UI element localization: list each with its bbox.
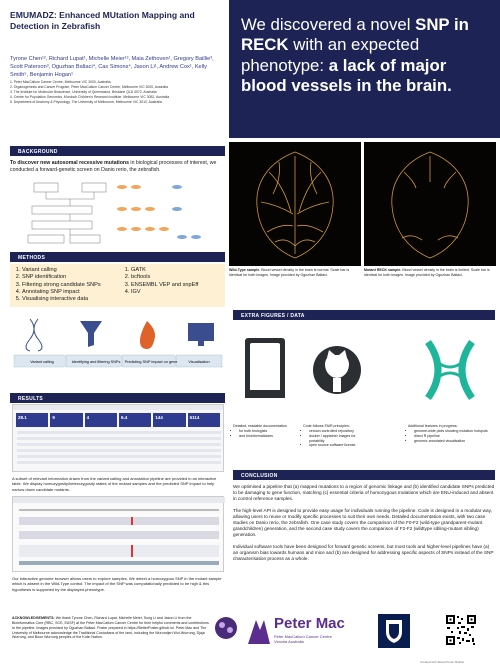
caption-text: Blood vessel density in the brain is normal. Scale bar is identical for both images. Image provided by Oguzhan Baltaci.	[229, 268, 350, 277]
summary-cards	[13, 410, 223, 429]
extra-caption-item: • direct R pipeline	[414, 434, 496, 439]
filter-icon	[80, 321, 102, 347]
hero-text-emphasis: SNP in RECK	[241, 15, 469, 55]
methods-step: 4. Annotating SNP impact	[22, 289, 114, 296]
background-heading: BACKGROUND	[10, 146, 225, 156]
table-rows-graphic	[13, 429, 225, 471]
extra-caption-title: Detailed, readable documentation	[233, 424, 287, 428]
extra-caption-item: • open source software license	[309, 443, 369, 448]
poster-title: EMUMADZ: Enhanced MUtation Mapping and Detection in Zebrafish	[10, 10, 195, 31]
methods-steps-list	[14, 267, 114, 303]
extra-caption-docs	[233, 424, 295, 439]
acknowledgements-text: We thank Tyrone Chen, Richard Lupat, Michelle Meier, Song Li and Jason Li from the Bioinformatics Core (RBC, SCE, EASF) at the Peter MacCallum Cancer Centre for their helpful comments and contributions to the pipeline. Images provided by Oguzhan Baltaci. Poster prepared in https://BetterPoster.github.io/. Peter Mac and The University of Melbourne acknowledge the Traditional Custodians of the land, including the Wurundjeri Woi-Wurrung, Djaja Wurrung, and Boon Wurrung peoples of the Kulin Nation.	[12, 616, 209, 640]
peter-mac-name: Peter Mac	[274, 615, 345, 632]
extra-caption-features	[408, 424, 496, 443]
affiliation: 5. Department of Anatomy & Physiology, The University of Melbourne, Melbourne VIC 3010, Australia	[10, 99, 162, 104]
qr-code[interactable]	[445, 614, 477, 646]
monitor-icon	[188, 323, 214, 346]
extra-caption-code	[303, 424, 369, 448]
methods-tool: 4. IGV	[131, 289, 223, 296]
methods-tool: 2. bcftools	[131, 274, 223, 281]
stat-card: 144	[153, 413, 185, 427]
stat-card: 5114	[188, 413, 220, 427]
extra-caption-item: • version controlled repository	[309, 429, 369, 434]
screen-diagram	[12, 179, 222, 244]
key-finding-banner	[229, 0, 500, 138]
methods-heading: METHODS	[10, 252, 225, 262]
affiliation: 2. Organogenesis and Cancer Program, Peter MacCallum Cancer Centre, Melbourne VIC 3000, Australia	[10, 84, 168, 89]
stat-card: 28.1	[16, 413, 48, 427]
wild-type-caption	[229, 268, 361, 277]
key-finding-text	[241, 15, 488, 97]
flow-step-label: Predicting SNP impact on gene	[124, 360, 178, 364]
documentation-book-icon	[233, 324, 297, 418]
background-text-emphasis: To discover new autosomal recessive mutations	[10, 160, 129, 166]
extra-caption-item: • for both biologists	[239, 429, 295, 434]
mutant-brain-image	[364, 142, 496, 266]
extra-caption-item: • and bioinformaticians	[239, 434, 295, 439]
peter-mac-emblem-icon	[246, 616, 272, 646]
university-logo	[378, 614, 410, 648]
peter-mac-location: Victoria Australia	[274, 639, 304, 644]
methods-tool: 3. ENSEMBL VEP and snpEff	[131, 282, 223, 289]
hero-text-emphasis: a lack of major blood vessels in the brain.	[241, 55, 452, 96]
affiliation: 3. The Institute for Molecular Bioscience, University of Queensland, Brisbane QLD 4072, Australia	[10, 89, 157, 94]
interactive-table-screenshot	[12, 404, 224, 472]
wild-type-brain-image	[229, 142, 361, 266]
results-table-description: A subset of relevant information drawn from the variant calling and annotation pipeline are provided in an interactive table. We display homozygosity/heterozygosity states of the mutant samples and the predicted SNP impact to help narrow down candidate mutants.	[12, 476, 217, 492]
caption-label: Mutant RECK sample.	[364, 268, 402, 272]
results-browser-description: Our interactive genome browser allows users to explore samples. We detect a homozygous SNP in the mutant sample which is absent in the Wild-Type control. The impact of the SNP was computationally predicted to be high & this hypothesis is supported by the displayed phenotype.	[12, 576, 222, 592]
conclusion-heading: CONCLUSION	[233, 470, 495, 480]
conclusion-paragraph: Individual software tools have been designed for forward genetic screens, but most tools and higher-level pipelines have (a) an organism bias towards humans and mice and (b) are designed for addressing specific aspects of SNPs instead of the SNP characterisation process as a whole.	[233, 543, 494, 562]
dna-icon	[26, 319, 42, 351]
fire-icon	[140, 321, 155, 349]
github-icon	[305, 324, 369, 418]
genome-tracks-graphic	[13, 497, 225, 573]
stat-card: 4	[85, 413, 117, 427]
acknowledgements	[12, 616, 212, 640]
extra-caption-title: Additional features in progress:	[408, 424, 458, 428]
genome-browser-screenshot	[12, 496, 224, 572]
affiliation: 1. Peter MacCallum Cancer Centre, Melbourne VIC 3000, Australia	[10, 80, 111, 84]
results-heading: RESULTS	[10, 393, 225, 403]
credit-text: Created with BetterPoster Builder	[420, 660, 465, 664]
background-text	[10, 160, 225, 174]
caption-text: Blood vessel density in the brain is limited. Scale bar is identical for both images. Image provided by Oguzhan Baltaci.	[364, 268, 490, 277]
conclusion-paragraph: We optimised a pipeline that (a) mapped mutations to a region of genomic linkage and (b) identified candidate SNPs predicted to be damaging to gene function, matching (c) essential criteria of homozygous mutations which are ENU-induced and absent in control reference samples.	[233, 484, 495, 502]
affiliation-list	[10, 80, 225, 105]
mutant-caption	[364, 268, 496, 277]
organogenesis-program-logo	[214, 616, 238, 640]
methods-step: 3. Filtering strong candidate SNPs	[22, 282, 114, 289]
methods-tools-list	[123, 267, 223, 296]
pipeline-logo-icon	[418, 324, 482, 418]
stat-card: 6.4	[119, 413, 151, 427]
flow-step-label: Visualisation	[188, 360, 210, 364]
methods-step: 5. Visualising interactive data	[22, 296, 114, 303]
methods-step: 1. Variant calling	[22, 267, 114, 274]
peter-mac-logo	[246, 612, 346, 652]
extra-figures-heading: EXTRA FIGURES / DATA	[233, 310, 495, 320]
extra-caption-title: Code follows FAIR principles:	[303, 424, 350, 428]
flow-step-label: Identifying and filtering SNPs	[71, 360, 121, 364]
background-text-body: in biological processes of interest, we conducted a forward-genetic screen on Danio rerio, the zebrafish.	[10, 160, 217, 173]
methods-tool: 1. GATK	[131, 267, 223, 274]
hero-text-part: We discovered a novel	[241, 15, 416, 34]
methods-flowchart	[12, 313, 224, 373]
conclusion-paragraph: The high-level API is designed to provide easy usage for individuals running the pipeline. Code is designed in a modular way, allowing users to reuse or modify specific processes to suit their own needs. Detailed documentation exists, with two case studies on Danio rerio, the zebrafish. One case study covers the comparison of the F0-F2 (wild-type grandparent-mutant grandchildren) generation, and the second case study covers the comparison of F2-F2 (wildtype sibling-mutant sibling) generation.	[233, 507, 492, 538]
acknowledgements-label: ACKNOWLEDGEMENTS:	[12, 616, 55, 620]
university-crest-icon	[378, 614, 410, 648]
flow-step-label: Variant calling	[30, 360, 54, 364]
hero-text-part: with an expected phenotype:	[241, 35, 420, 75]
stat-card: 9	[50, 413, 82, 427]
extra-caption-item: • docker / apptainer images for portability	[309, 434, 369, 444]
methods-step: 2. SNP identification	[22, 274, 114, 281]
extra-caption-item: • genome-wide plots showing mutation hotspots	[414, 429, 496, 434]
peter-mac-subtitle: Peter MacCallum Cancer Centre	[274, 634, 332, 639]
affiliation: 4. Centre for Population Genomics, Murdoch Children's Research Institute, Melbourne VIC 3052, Australia	[10, 94, 170, 99]
caption-label: Wild-Type sample.	[229, 268, 261, 272]
extra-caption-item: • genomic annotated visualisation	[414, 439, 496, 444]
conclusion-body	[233, 484, 495, 567]
author-list: Tyrone Chen¹², Richard Lupat¹, Michelle Meier¹², Maia Zethoven¹, Gregory Baillie³, Scott Paterson³, Oguzhan Baltaci⁴, Cas Simons⁴, Jason Li¹, Andrew Cox¹, Kelly Smith⁵, Benjamin Hogan¹	[10, 56, 214, 79]
